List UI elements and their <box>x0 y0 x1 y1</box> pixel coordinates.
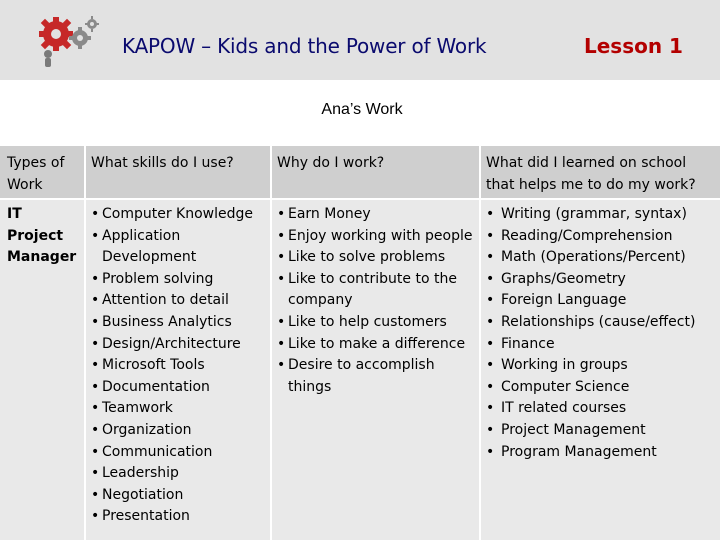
header-types-of-work: Types of Work <box>7 155 65 193</box>
learning-item: • IT related courses <box>486 398 716 420</box>
skill-item: • Microsoft Tools <box>91 355 267 377</box>
type-of-work-cell: IT Project Manager <box>7 206 77 266</box>
learning-item: • Working in groups <box>486 355 716 377</box>
learning-item: • Writing (grammar, syntax) <box>486 204 716 226</box>
skill-item: • Presentation <box>91 506 267 528</box>
school-learnings-list <box>486 204 716 463</box>
skill-item: • Attention to detail <box>91 290 267 312</box>
presentation-title: KAPOW – Kids and the Power of Work <box>122 34 487 58</box>
column-divider <box>479 146 481 540</box>
reason-item: • Like to contribute to the company <box>277 269 475 312</box>
skill-item: • Business Analytics <box>91 312 267 334</box>
skills-list <box>91 204 267 528</box>
header-school-learnings: What did I learned on school that helps me to do my work? <box>486 155 696 193</box>
skill-item: • Teamwork <box>91 398 267 420</box>
learning-item: • Computer Science <box>486 377 716 399</box>
work-table <box>0 146 720 540</box>
slide-header <box>0 0 720 80</box>
learning-item: • Foreign Language <box>486 290 716 312</box>
skill-item: • Organization <box>91 420 267 442</box>
skill-item: • Application Development <box>91 226 267 269</box>
learning-item: • Finance <box>486 334 716 356</box>
learning-item: • Graphs/Geometry <box>486 269 716 291</box>
gears-person-icon <box>34 14 104 70</box>
skill-item: • Design/Architecture <box>91 334 267 356</box>
learning-item: • Program Management <box>486 442 716 464</box>
lesson-label: Lesson 1 <box>584 34 683 58</box>
reason-item: • Like to make a difference <box>277 334 475 356</box>
reasons-list <box>277 204 475 398</box>
skill-item: • Problem solving <box>91 269 267 291</box>
skill-item: • Leadership <box>91 463 267 485</box>
learning-item: • Reading/Comprehension <box>486 226 716 248</box>
reason-item: • Like to solve problems <box>277 247 475 269</box>
skill-item: • Communication <box>91 442 267 464</box>
skill-item: • Documentation <box>91 377 267 399</box>
reason-item: • Earn Money <box>277 204 475 226</box>
learning-item: • Relationships (cause/effect) <box>486 312 716 334</box>
slide-subtitle: Ana’s Work <box>321 101 403 118</box>
row-divider <box>0 198 720 200</box>
learning-item: • Math (Operations/Percent) <box>486 247 716 269</box>
reason-item: • Desire to accomplish things <box>277 355 475 398</box>
reason-item: • Like to help customers <box>277 312 475 334</box>
skill-item: • Computer Knowledge <box>91 204 267 226</box>
reason-item: • Enjoy working with people <box>277 226 475 248</box>
column-divider <box>270 146 272 540</box>
header-why-work: Why do I work? <box>277 155 385 171</box>
column-divider <box>84 146 86 540</box>
learning-item: • Project Management <box>486 420 716 442</box>
skill-item: • Negotiation <box>91 485 267 507</box>
header-skills: What skills do I use? <box>91 155 234 171</box>
